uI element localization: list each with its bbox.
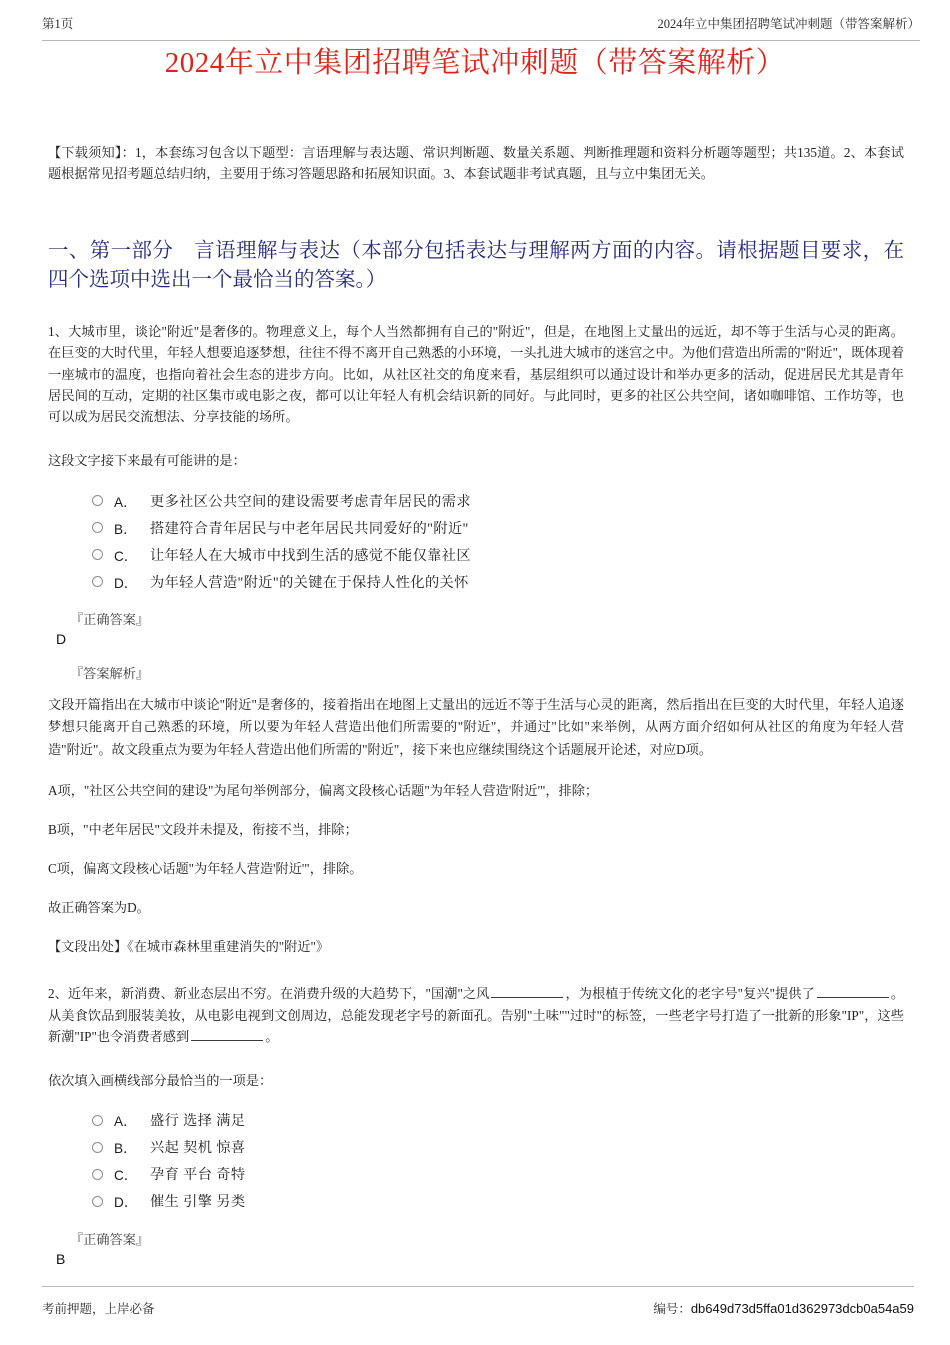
radio-icon[interactable] bbox=[92, 1196, 103, 1207]
question-1-source: 【文段出处】《在城市森林里重建消失的"附近"》 bbox=[48, 939, 330, 955]
option-row-c[interactable] bbox=[92, 1161, 904, 1188]
question-1-explanation: 文段开篇指出在大城市中谈论"附近"是奢侈的，接着指出在地图上丈量出的远近不等于生活与心灵的距离，然后指出在巨变的大时代里，年轻人追逐梦想只能离开自己熟悉的环境，所以要为年轻人营造出他们所需要的"附近"，并通过"比如"来举例，从两方面介绍如何从社区的角度为年轻人营造"附近"。故文段重点为要为年轻人营造出他们所需的"附近"，接下来也应继续围绕这个话题展开论述，对应D项。 bbox=[48, 696, 904, 758]
radio-icon[interactable] bbox=[92, 522, 103, 533]
footer-id-value: db649d73d5ffa01d362973dcb0a54a59 bbox=[690, 1301, 914, 1316]
option-row-c[interactable] bbox=[92, 541, 904, 568]
question-2-stem-part1: 2、近年来，新消费、新业态层出不穷。在消费升级的大趋势下，"国潮"之风 bbox=[48, 986, 490, 1002]
fill-blank-1 bbox=[491, 985, 563, 999]
question-2-stem-part2: ，为根植于传统文化的老字号"复兴"提供了 bbox=[565, 986, 815, 1002]
page-number-label: 第1页 bbox=[42, 17, 74, 31]
question-2-prompt: 依次填入画横线部分最恰当的一项是： bbox=[48, 1072, 273, 1088]
running-header-title: 2024年立中集团招聘笔试冲刺题（带答案解析） bbox=[657, 17, 920, 31]
question-2-stem-part3: 。从美食饮品到服装美妆，从电影电视到文创周边，总能发现老字号的新面孔。告别"土味""过时"的标签，一些老字号打造了一批新的形象"IP"，这些新潮"IP"也令消费者感到 bbox=[48, 986, 905, 1045]
question-1-options bbox=[92, 487, 904, 595]
question-1-prompt: 这段文字接下来最有可能讲的是： bbox=[48, 452, 246, 468]
option-text: 搭建符合青年居民与中老年居民共同爱好的"附近" bbox=[150, 520, 469, 537]
radio-icon[interactable] bbox=[92, 576, 103, 587]
question-1-stem: 1、大城市里，谈论"附近"是奢侈的。物理意义上，每个人当然都拥有自己的"附近"，但是，在地图上丈量出的远近，却不等于生活与心灵的距离。在巨变的大时代里，年轻人想要追逐梦想，往往不得不离开自己熟悉的小环境，一头扎进大城市的迷宫之中。为他们营造出所需的"附近"，既体现着一座城市的温度，也指向着社会生态的进步方向。比如，从社区社交的角度来看，基层组织可以通过设计和举办更多的活动，促进居民尤其是青年居民间的互动，定期的社区集市或电影之夜，都可以让年轻人有机会结识新的同好。与此同时，更多的社区公共空间，诸如咖啡馆、工作坊等，也可以成为居民交流想法、分享技能的场所。 bbox=[48, 323, 904, 425]
question-2-answer-label: 『正确答案』 bbox=[70, 1231, 150, 1247]
fill-blank-3 bbox=[191, 1028, 263, 1042]
option-letter: B． bbox=[114, 1141, 137, 1157]
running-footer bbox=[42, 1286, 914, 1323]
option-text: 让年轻人在大城市中找到生活的感觉不能仅靠社区 bbox=[150, 547, 471, 564]
document-title: 2024年立中集团招聘笔试冲刺题（带答案解析） bbox=[164, 47, 786, 79]
option-row-a[interactable] bbox=[92, 487, 904, 514]
radio-icon[interactable] bbox=[92, 1169, 103, 1180]
footer-id-label: 编号： bbox=[653, 1302, 691, 1316]
option-row-a[interactable] bbox=[92, 1107, 904, 1134]
question-1-explain-item-c: C项，偏离文段核心话题"为年轻人营造'附近'"，排除。 bbox=[48, 861, 363, 877]
option-text: 兴起 契机 惊喜 bbox=[150, 1140, 246, 1157]
question-2-stem-part4: 。 bbox=[265, 1029, 279, 1045]
option-text: 盛行 选择 满足 bbox=[150, 1113, 246, 1130]
footer-slogan: 考前押题，上岸必备 bbox=[42, 1302, 155, 1316]
option-row-b[interactable] bbox=[92, 514, 904, 541]
option-row-b[interactable] bbox=[92, 1134, 904, 1161]
running-header bbox=[42, 14, 920, 41]
radio-icon[interactable] bbox=[92, 549, 103, 560]
question-2-answer-value: B bbox=[56, 1251, 66, 1268]
question-2-options bbox=[92, 1107, 904, 1215]
option-text: 更多社区公共空间的建设需要考虑青年居民的需求 bbox=[150, 493, 471, 510]
fill-blank-2 bbox=[817, 985, 889, 999]
radio-icon[interactable] bbox=[92, 495, 103, 506]
question-1-explain-conclusion: 故正确答案为D。 bbox=[48, 900, 150, 916]
question-1-answer-value: D bbox=[56, 631, 67, 648]
question-1-explain-item-b: B项，"中老年居民"文段并未提及，衔接不当，排除； bbox=[48, 821, 358, 837]
question-1-answer-label: 『正确答案』 bbox=[70, 612, 150, 628]
option-letter: A． bbox=[114, 1114, 137, 1130]
footer-id bbox=[653, 1299, 914, 1317]
radio-icon[interactable] bbox=[92, 1115, 103, 1126]
question-1-explain-item-a: A项，"社区公共空间的建设"为尾句举例部分，偏离文段核心话题"为年轻人营造'附近'"，排除； bbox=[48, 782, 599, 798]
option-letter: D． bbox=[114, 1195, 138, 1211]
radio-icon[interactable] bbox=[92, 1142, 103, 1153]
document-body bbox=[48, 142, 904, 1268]
option-letter: D． bbox=[114, 575, 138, 591]
option-row-d[interactable] bbox=[92, 1188, 904, 1215]
question-2-stem bbox=[48, 983, 904, 1047]
option-letter: B． bbox=[114, 521, 137, 537]
option-text: 催生 引擎 另类 bbox=[150, 1194, 246, 1211]
question-1-explain-label: 『答案解析』 bbox=[70, 665, 150, 681]
option-letter: C． bbox=[114, 548, 138, 564]
option-text: 孕育 平台 奇特 bbox=[150, 1167, 246, 1184]
section-heading: 一、第一部分 言语理解与表达（本部分包括表达与理解两方面的内容。请根据题目要求，在四个选项中选出一个最恰当的答案。） bbox=[48, 239, 904, 291]
option-text: 为年轻人营造"附近"的关键在于保持人性化的关怀 bbox=[150, 574, 469, 591]
download-notice: 【下载须知】：1，本套练习包含以下题型：言语理解与表达题、常识判断题、数量关系题、判断推理题和资料分析题等题型；共135道。2、本套试题根据常见招考题总结归纳，主要用于练习答题思路和拓展知识面。3、本套试题非考试真题，且与立中集团无关。 bbox=[48, 145, 904, 182]
option-row-d[interactable] bbox=[92, 568, 904, 595]
option-letter: A． bbox=[114, 494, 137, 510]
option-letter: C． bbox=[114, 1168, 138, 1184]
